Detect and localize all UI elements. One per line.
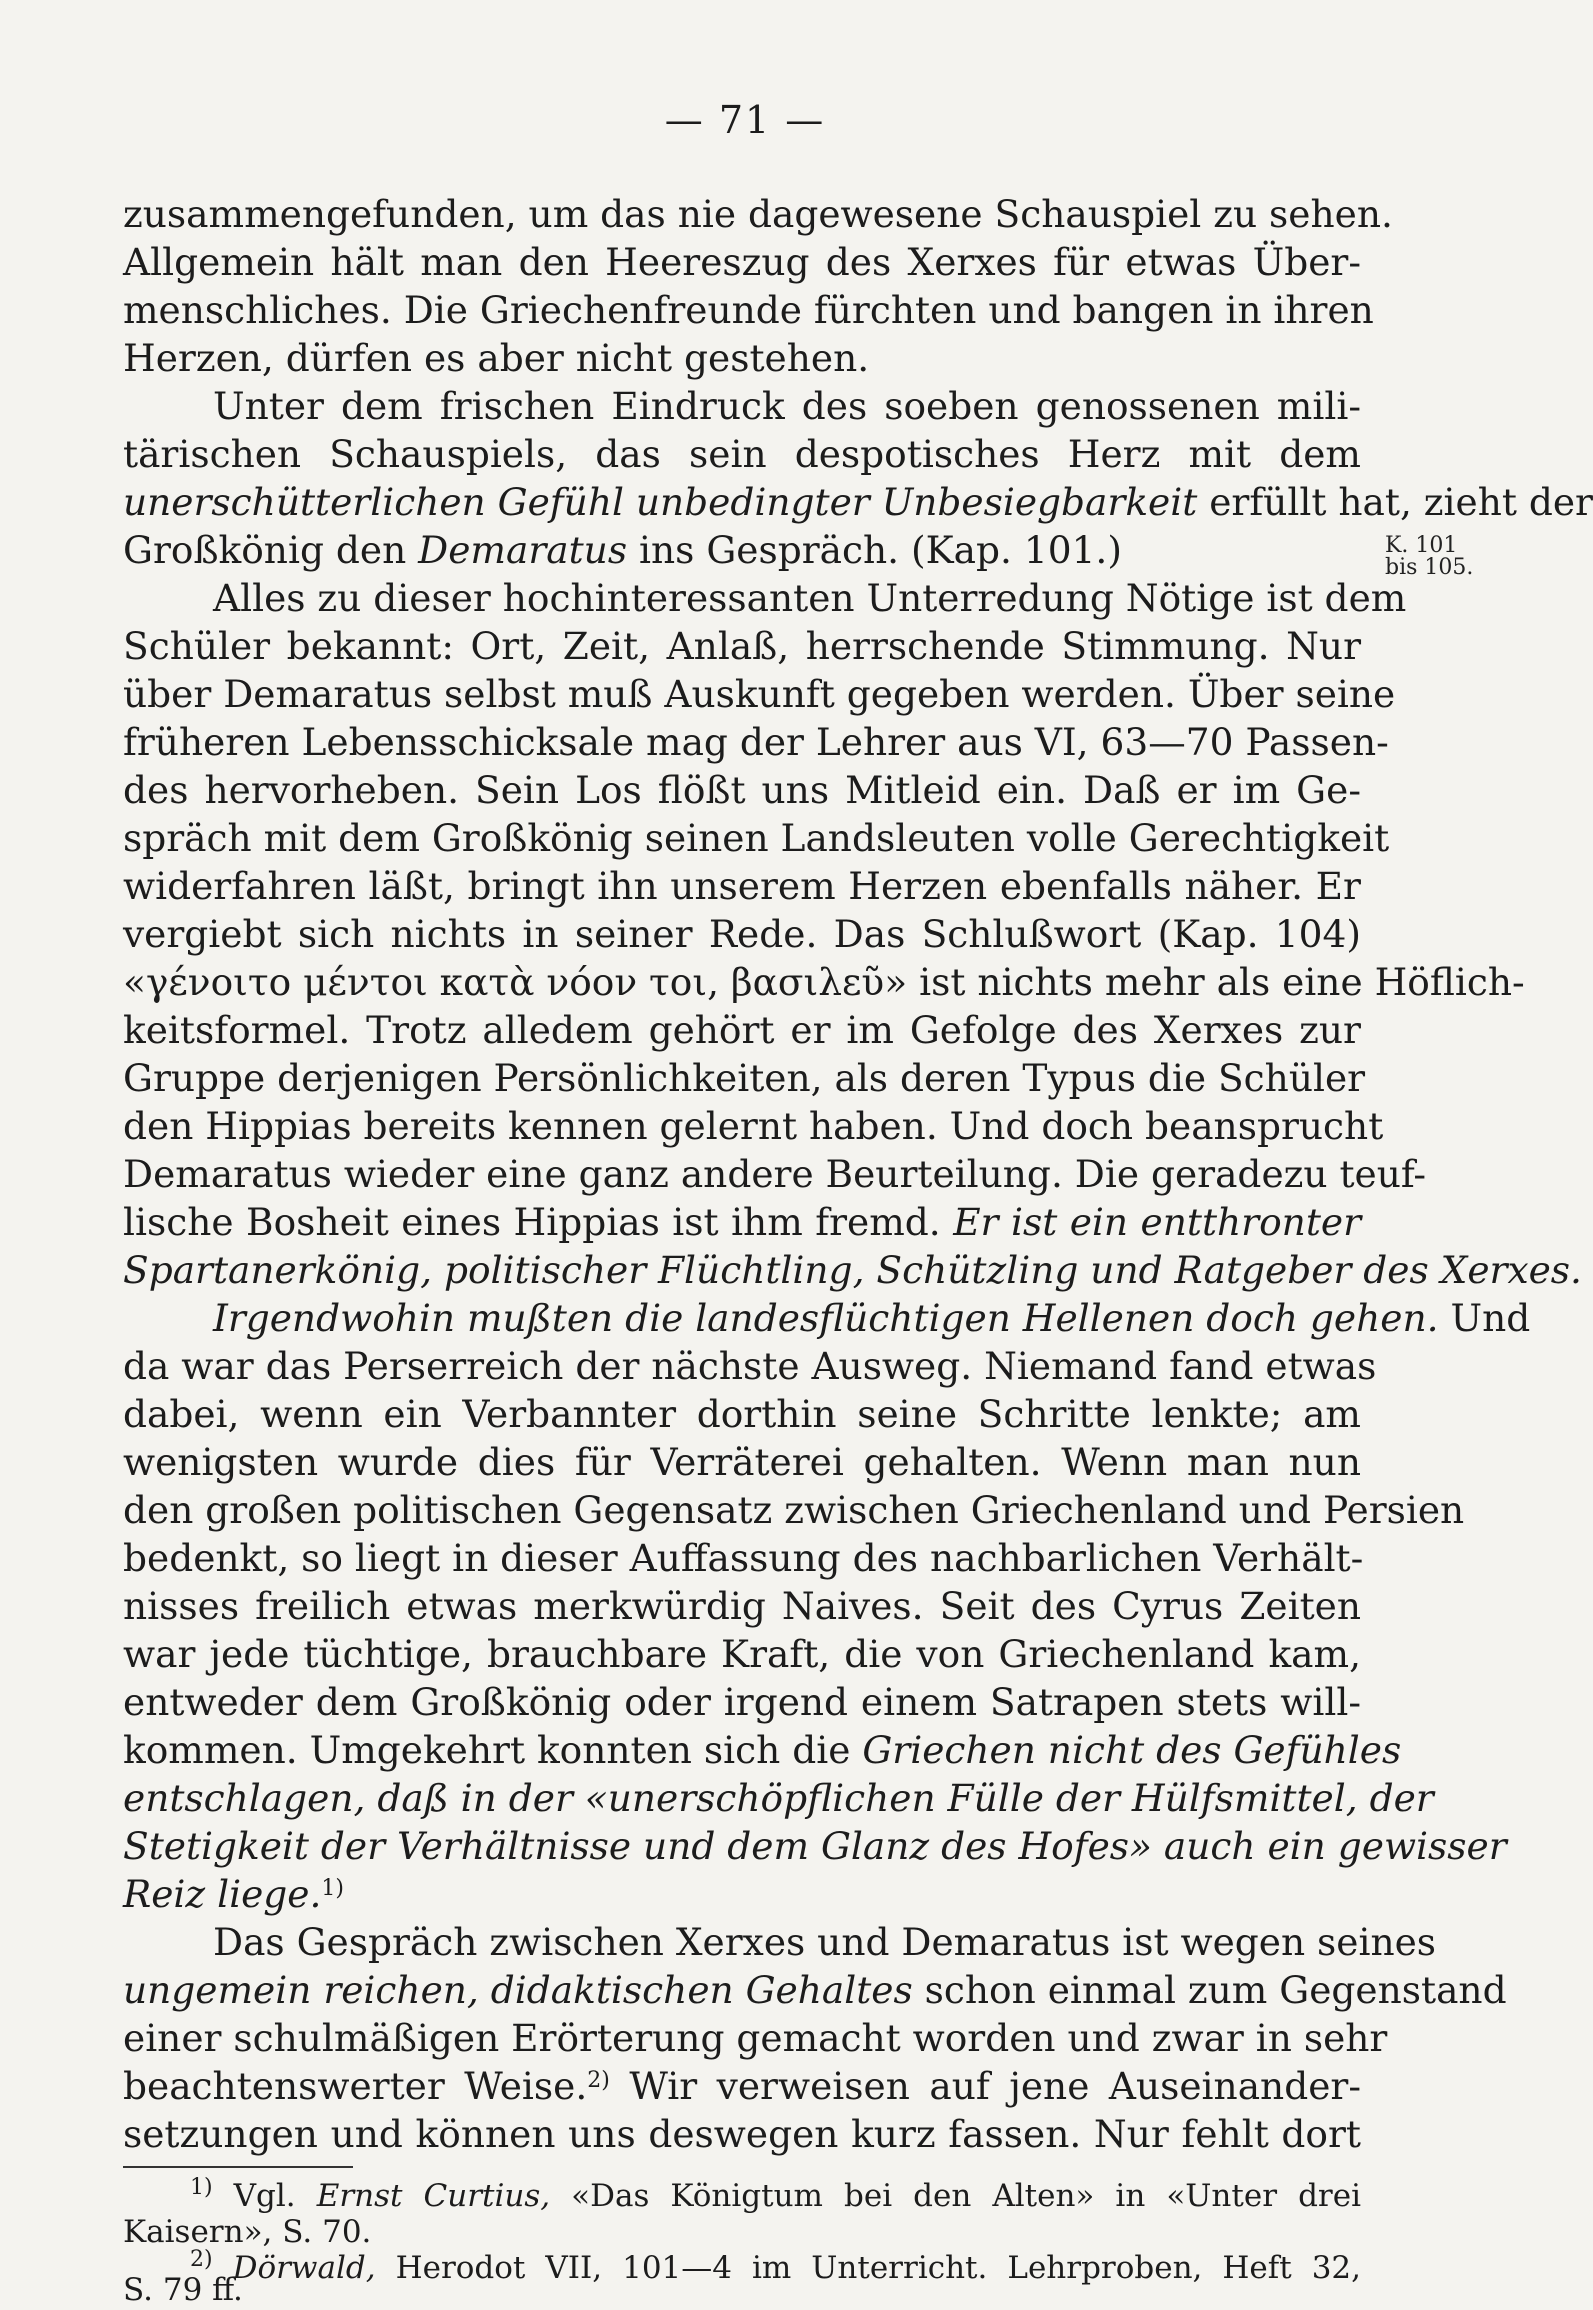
text-line: entweder dem Großkönig oder irgend einem Satrapen stets will- <box>123 1680 1361 1724</box>
text-line: war jede tüchtige, brauchbare Kraft, die von Griechenland kam, <box>123 1632 1361 1676</box>
text-line <box>123 1198 1361 1246</box>
text-line: Gruppe derjenigen Persönlichkeiten, als deren Typus die Schüler <box>123 1056 1366 1100</box>
footnote <box>190 2176 1361 2216</box>
emphasis: Dörwald, <box>232 2250 376 2286</box>
text-line <box>123 1726 1402 1774</box>
text-line: da war das Perserreich der nächste Ausweg. Niemand fand etwas <box>123 1344 1377 1388</box>
emphasis: Stetigkeit der Verhältnisse und dem Glanz des Hofes» auch ein gewisser <box>123 1824 1507 1868</box>
emphasis: Reiz liege. <box>123 1872 322 1916</box>
text-line: Schüler bekannt: Ort, Zeit, Anlaß, herrschende Stimmung. Nur <box>123 624 1361 668</box>
text-span: Und <box>1450 1296 1531 1340</box>
emphasis: Demaratus <box>418 528 628 572</box>
text-span: Vgl. <box>233 2178 296 2214</box>
text-line: des hervorheben. Sein Los flößt uns Mitleid ein. Daß er im Ge- <box>123 768 1361 812</box>
text-line <box>123 1870 1361 1918</box>
text-line: den großen politischen Gegensatz zwischen Griechenland und Persien <box>123 1488 1465 1532</box>
emphasis: Ernst Curtius, <box>316 2178 551 2214</box>
emphasis: Irgendwohin mußten die landesflüchtigen Hellenen doch gehen. <box>213 1296 1439 1340</box>
text-line <box>123 1774 1434 1822</box>
text-span: Großkönig den <box>123 528 407 572</box>
text-line: tärischen Schauspiels, das sein despotisches Herz mit dem <box>123 432 1361 476</box>
text-line: den Hippias bereits kennen gelernt haben. Und doch beansprucht <box>123 1104 1384 1148</box>
text-line: Herzen, dürfen es aber nicht gestehen. <box>123 336 870 380</box>
text-line: früheren Lebensschicksale mag der Lehrer aus VI, 63—70 Passen- <box>123 720 1389 764</box>
emphasis: entschlagen, daß in der «unerschöpflichen Fülle der Hülfsmittel, der <box>123 1776 1434 1820</box>
footnote-rule <box>123 2166 353 2168</box>
text-span: erfüllt hat, zieht der <box>1209 480 1593 524</box>
text-line: über Demaratus selbst muß Auskunft gegeben werden. Über seine <box>123 672 1396 716</box>
footnote: S. 79 ff. <box>123 2272 243 2308</box>
text-line: Unter dem frischen Eindruck des soeben genossenen mili- <box>213 384 1361 428</box>
text-line: menschliches. Die Griechenfreunde fürchten und bangen in ihren <box>123 288 1374 332</box>
text-line: «γένοιτο μέντοι κατὰ νόον τοι, βασιλεῦ» ist nichts mehr als eine Höflich- <box>123 960 1525 1004</box>
text-line: Alles zu dieser hochinteressanten Unterredung Nötige ist dem <box>213 576 1407 620</box>
text-line <box>123 1246 1582 1294</box>
text-span: «Das Königtum bei den Alten» in «Unter drei <box>571 2178 1361 2214</box>
text-line: Das Gespräch zwischen Xerxes und Demaratus ist wegen seines <box>213 1920 1437 1964</box>
text-line: bedenkt, so liegt in dieser Auffassung des nachbarlichen Verhält- <box>123 1536 1364 1580</box>
text-line: Demaratus wieder eine ganz andere Beurteilung. Die geradezu teuf- <box>123 1152 1427 1196</box>
footnote-marker: 1) <box>321 1876 344 1901</box>
footnote-marker: 2) <box>587 2068 610 2093</box>
footnote-marker: 1) <box>190 2175 213 2200</box>
text-span: Herodot VII, 101—4 im Unterricht. Lehrproben, Heft 32, <box>395 2250 1361 2286</box>
text-span: Wir verweisen auf jene Auseinander- <box>629 2064 1361 2108</box>
emphasis: Spartanerkönig, politischer Flüchtling, Schützling und Ratgeber des Xerxes. <box>123 1248 1582 1292</box>
emphasis: ungemein reichen, didaktischen Gehaltes <box>123 1968 913 2012</box>
footnote-marker: 2) <box>190 2247 213 2272</box>
text-line <box>123 526 1361 574</box>
text-span: schon einmal zum Gegenstand <box>924 1968 1507 2012</box>
text-span: beachtenswerter Weise. <box>123 2064 588 2108</box>
text-line: zusammengefunden, um das nie dagewesene Schauspiel zu sehen. <box>123 192 1393 236</box>
text-span: ins Gespräch. (Kap. 101.) <box>639 528 1122 572</box>
text-line: einer schulmäßigen Erörterung gemacht worden und zwar in sehr <box>123 2016 1388 2060</box>
text-line: nisses freilich etwas merkwürdig Naives. Seit des Cyrus Zeiten <box>123 1584 1361 1628</box>
text-span: lische Bosheit eines Hippias ist ihm fremd. <box>123 1200 941 1244</box>
text-line: dabei, wenn ein Verbannter dorthin seine Schritte lenkte; am <box>123 1392 1361 1436</box>
text-line: wenigsten wurde dies für Verräterei gehalten. Wenn man nun <box>123 1440 1361 1484</box>
text-line <box>123 1966 1507 2014</box>
text-line: keitsformel. Trotz alledem gehört er im Gefolge des Xerxes zur <box>123 1008 1361 1052</box>
emphasis: Griechen nicht des Gefühles <box>862 1728 1402 1772</box>
text-line: vergiebt sich nichts in seiner Rede. Das Schlußwort (Kap. 104) <box>123 912 1361 956</box>
emphasis: unerschütterlichen Gefühl unbedingter Unbesiegbarkeit <box>123 480 1198 524</box>
footnote: Kaisern», S. 70. <box>123 2214 372 2250</box>
margin-note-line: K. 101 <box>1385 533 1458 558</box>
margin-note-line: bis 105. <box>1385 555 1474 580</box>
page-number: — 71 — <box>664 98 826 142</box>
text-line <box>123 2062 1361 2110</box>
text-line: Allgemein hält man den Heereszug des Xerxes für etwas Über- <box>123 240 1361 284</box>
emphasis: Er ist ein entthronter <box>953 1200 1362 1244</box>
text-line <box>213 1294 1531 1342</box>
text-line: widerfahren läßt, bringt ihn unserem Herzen ebenfalls näher. Er <box>123 864 1361 908</box>
text-line <box>123 1822 1507 1870</box>
text-span: kommen. Umgekehrt konnten sich die <box>123 1728 851 1772</box>
margin-note <box>1385 535 1473 579</box>
text-line: spräch mit dem Großkönig seinen Landsleuten volle Gerechtigkeit <box>123 816 1390 860</box>
text-line: setzungen und können uns deswegen kurz fassen. Nur fehlt dort <box>123 2112 1361 2156</box>
text-line <box>123 478 1593 526</box>
